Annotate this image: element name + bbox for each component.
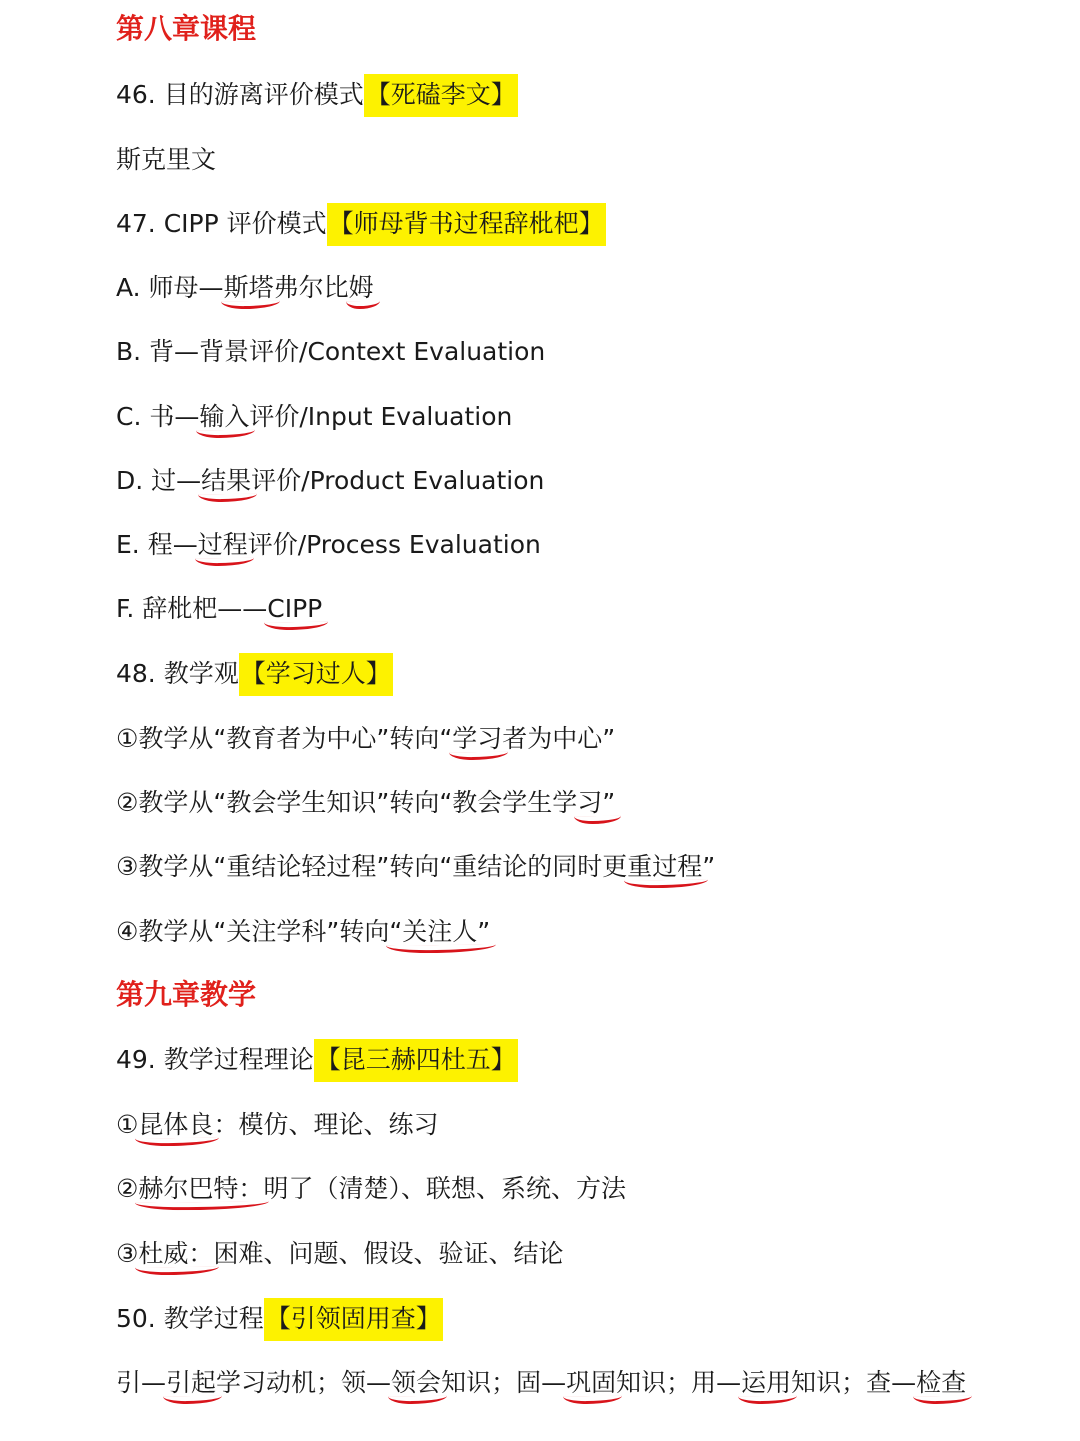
chapter-9-heading: 第九章教学 <box>116 978 257 1011</box>
item-48-3-suffix: ” <box>702 852 716 881</box>
item-49-3 <box>116 1227 563 1281</box>
item-50-part-2: 学习动机；领— <box>216 1368 392 1397</box>
item-47-text: 47. CIPP 评价模式 <box>116 209 327 238</box>
item-47-d <box>116 454 544 508</box>
item-47-d-prefix: D. 过— <box>116 466 202 495</box>
item-49-text: 49. 教学过程理论 <box>116 1045 314 1074</box>
item-49 <box>116 1033 518 1087</box>
item-48-1-underline: 学习 <box>452 724 503 753</box>
item-47-mnemonic: 【师母背书过程辞枇杷】 <box>327 203 606 246</box>
item-49-1-suffix: ：模仿、理论、练习 <box>213 1110 439 1139</box>
item-49-1-prefix: ① <box>116 1110 139 1139</box>
item-48-1 <box>116 712 615 766</box>
item-49-2-prefix: ② <box>116 1174 139 1203</box>
item-49-3-prefix: ③ <box>116 1239 139 1268</box>
item-49-2-underline: 赫尔巴特： <box>138 1174 264 1203</box>
item-48-1-prefix: ①教学从“教育者为中心”转向“ <box>116 724 453 753</box>
item-47-f-underline: CIPP <box>267 594 323 623</box>
item-48-text: 48. 教学观 <box>116 659 239 688</box>
item-49-2 <box>116 1162 626 1216</box>
item-48-4-underline: “关注人” <box>389 917 491 946</box>
item-47-e <box>116 518 541 572</box>
item-48-4 <box>116 905 490 959</box>
item-48-2-underline: 习” <box>577 788 616 817</box>
item-47 <box>116 197 606 251</box>
item-48-3-prefix: ③教学从“重结论轻过程”转向“重结论的同时更 <box>116 852 628 881</box>
item-46-text: 46. 目的游离评价模式 <box>116 80 364 109</box>
item-47-c <box>116 390 512 444</box>
item-47-a-prefix: A. 师母— <box>116 273 224 302</box>
item-47-c-suffix: 评价/Input Evaluation <box>249 402 513 431</box>
item-50-part-4: 知识；用— <box>616 1368 742 1397</box>
item-48-mnemonic: 【学习过人】 <box>239 653 393 696</box>
item-49-mnemonic: 【昆三赫四杜五】 <box>314 1039 518 1082</box>
item-48-3-underline: 重过程 <box>627 852 703 881</box>
item-47-c-underline: 输入 <box>199 402 250 431</box>
item-46-answer: 斯克里文 <box>116 145 217 174</box>
item-50-underline-1: 引起 <box>166 1368 217 1397</box>
item-49-3-underline: 杜威： <box>138 1239 214 1268</box>
item-48-2-prefix: ②教学从“教会学生知识”转向“教会学生学 <box>116 788 578 817</box>
item-50-mnemonic: 【引领固用查】 <box>264 1298 443 1341</box>
item-47-f <box>116 582 322 636</box>
item-50-text: 50. 教学过程 <box>116 1304 264 1333</box>
chapter-8-heading: 第八章课程 <box>116 12 257 45</box>
item-48-1-suffix: 者为中心” <box>502 724 616 753</box>
item-47-d-suffix: 评价/Product Evaluation <box>251 466 545 495</box>
item-49-1-underline: 昆体良 <box>138 1110 214 1139</box>
item-47-e-underline: 过程 <box>197 530 248 559</box>
item-47-c-prefix: C. 书— <box>116 402 200 431</box>
item-47-a-underline-2: 姆 <box>348 273 374 302</box>
item-50-underline-5: 检查 <box>916 1368 967 1397</box>
item-48 <box>116 647 393 701</box>
item-48-2 <box>116 776 615 830</box>
item-50-underline-4: 运用 <box>741 1368 792 1397</box>
item-46-mnemonic: 【死磕李文】 <box>364 74 518 117</box>
item-50-part-1: 引— <box>116 1368 167 1397</box>
item-49-3-suffix: 困难、问题、假设、验证、结论 <box>213 1239 564 1268</box>
item-50-underline-2: 领会 <box>391 1368 442 1397</box>
item-50 <box>116 1292 443 1346</box>
item-49-1 <box>116 1098 438 1152</box>
item-50-part-3: 知识；固— <box>441 1368 567 1397</box>
item-50-steps <box>116 1356 966 1410</box>
item-48-4-prefix: ④教学从“关注学科”转向 <box>116 917 390 946</box>
item-50-part-5: 知识；查— <box>791 1368 917 1397</box>
item-47-e-prefix: E. 程— <box>116 530 198 559</box>
item-47-a-underline-1: 斯塔 <box>223 273 274 302</box>
item-48-3 <box>116 840 715 894</box>
item-47-d-underline: 结果 <box>201 466 252 495</box>
item-47-b: B. 背—背景评价/Context Evaluation <box>116 337 546 366</box>
item-47-e-suffix: 评价/Process Evaluation <box>247 530 541 559</box>
item-47-f-prefix: F. 辞枇杷—— <box>116 594 268 623</box>
item-47-a <box>116 261 374 315</box>
item-47-a-middle: 弗尔比 <box>273 273 349 302</box>
item-49-2-suffix: 明了（清楚）、联想、系统、方法 <box>263 1174 626 1203</box>
item-50-underline-3: 巩固 <box>566 1368 617 1397</box>
item-46 <box>116 68 518 122</box>
